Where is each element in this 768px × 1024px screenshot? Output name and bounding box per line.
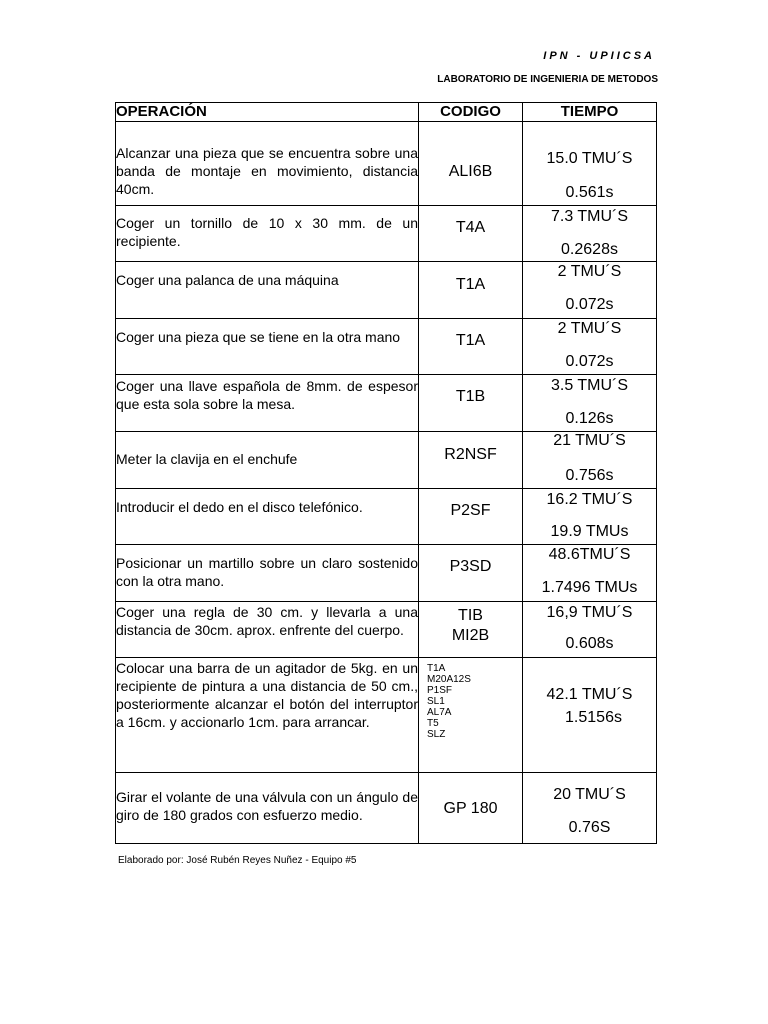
operation-cell	[116, 602, 419, 658]
code-text: T5	[427, 718, 439, 729]
code-cell	[419, 262, 523, 319]
time-cell	[523, 122, 657, 206]
code-cell	[419, 602, 523, 658]
time-seconds: 0.2628s	[561, 241, 618, 258]
code-cell	[419, 375, 523, 432]
operation-text: Meter la clavija en el enchufe	[116, 451, 298, 467]
code-text: R2NSF	[444, 446, 497, 463]
operation-cell	[116, 122, 419, 206]
time-tmu: 42.1 TMU´S	[546, 686, 633, 703]
time-seconds: 0.608s	[565, 635, 614, 652]
code-cell	[419, 122, 523, 206]
code-text: SL1	[427, 696, 445, 707]
code-text: P1SF	[427, 685, 453, 696]
operation-cell	[116, 773, 419, 844]
table-header-row	[116, 103, 657, 122]
operation-text: Coger una palanca de una máquina	[116, 272, 339, 288]
code-text: MI2B	[451, 627, 490, 644]
table-row	[116, 122, 657, 206]
code-text: P2SF	[450, 502, 491, 519]
table-row	[116, 602, 657, 658]
code-cell	[419, 489, 523, 545]
operation-text: Posicionar un martillo sobre un claro sostenido con la otra mano.	[116, 555, 418, 589]
operation-text: Coger una pieza que se tiene en la otra mano	[116, 329, 401, 345]
code-cell	[419, 658, 523, 773]
time-tmu: 2 TMU´S	[557, 320, 622, 337]
operation-text: Alcanzar una pieza que se encuentra sobre una banda de montaje en movimiento, distancia 40cm.	[116, 145, 418, 197]
time-tmu: 3.5 TMU´S	[550, 377, 629, 394]
time-cell	[523, 432, 657, 489]
column-header-tiempo: TIEMPO	[523, 103, 657, 122]
operation-text: Coger una regla de 30 cm. y llevarla a una distancia de 30cm. aprox. enfrente del cuerpo.	[116, 604, 418, 638]
code-text: GP 180	[443, 800, 498, 817]
code-cell	[419, 206, 523, 262]
operation-text: Coger un tornillo de 10 x 30 mm. de un recipiente.	[116, 215, 418, 249]
operation-cell	[116, 432, 419, 489]
table-row	[116, 432, 657, 489]
code-text: SLZ	[427, 729, 446, 740]
table-row	[116, 375, 657, 432]
operation-cell	[116, 262, 419, 319]
code-text: T1B	[455, 388, 486, 405]
code-text: AL7A	[427, 707, 452, 718]
table-row	[116, 206, 657, 262]
time-cell	[523, 545, 657, 602]
time-seconds: 0.072s	[565, 353, 614, 370]
code-text: T1A	[455, 332, 486, 349]
code-cell	[419, 545, 523, 602]
time-tmu: 48.6TMU´S	[548, 546, 631, 563]
table-row	[116, 545, 657, 602]
institution-header: IPN - UPIICSA	[543, 50, 655, 62]
table-row	[116, 773, 657, 844]
time-seconds: 0.76S	[568, 819, 611, 836]
time-cell	[523, 206, 657, 262]
code-cell	[419, 432, 523, 489]
time-tmu: 7.3 TMU´S	[550, 208, 629, 225]
operations-table	[115, 102, 657, 844]
time-cell	[523, 658, 657, 773]
code-text: M20A12S	[427, 674, 471, 685]
time-seconds: 0.561s	[565, 184, 614, 201]
code-text: ALI6B	[448, 163, 493, 180]
operation-text: Girar el volante de una válvula con un ángulo de giro de 180 grados con esfuerzo medio.	[116, 789, 418, 823]
column-header-codigo: CODIGO	[419, 103, 523, 122]
time-seconds: 19.9 TMUs	[550, 523, 629, 540]
code-cell	[419, 773, 523, 844]
operation-text: Introducir el dedo en el disco telefónico.	[116, 499, 363, 515]
table-row	[116, 262, 657, 319]
time-cell	[523, 489, 657, 545]
time-tmu: 16.2 TMU´S	[546, 491, 633, 508]
lab-header: LABORATORIO DE INGENIERIA DE METODOS	[437, 74, 658, 85]
column-header-operacion: OPERACIÓN	[116, 103, 419, 122]
operation-text: Colocar una barra de un agitador de 5kg. en un recipiente de pintura a una distancia de 50 cm., posteriormente alcanzar el botón del interruptor a 16cm. y accionarlo 1cm. para arrancar.	[116, 660, 418, 730]
code-text: TIB	[458, 607, 483, 624]
time-seconds: 1.5156s	[565, 709, 622, 726]
time-cell	[523, 375, 657, 432]
time-tmu: 2 TMU´S	[557, 263, 622, 280]
operation-cell	[116, 658, 419, 773]
code-text: T1A	[455, 276, 486, 293]
operation-cell	[116, 489, 419, 545]
footer-credit: Elaborado por: José Rubén Reyes Nuñez - Equipo #5	[118, 855, 357, 866]
code-text: T1A	[427, 663, 446, 674]
time-cell	[523, 773, 657, 844]
operation-cell	[116, 206, 419, 262]
code-cell	[419, 319, 523, 375]
time-cell	[523, 602, 657, 658]
operation-text: Coger una llave española de 8mm. de espesor que esta sola sobre la mesa.	[116, 378, 418, 412]
time-tmu: 16,9 TMU´S	[546, 604, 633, 621]
time-cell	[523, 319, 657, 375]
operation-cell	[116, 375, 419, 432]
operation-cell	[116, 319, 419, 375]
time-tmu: 21 TMU´S	[553, 432, 626, 449]
time-seconds: 0.072s	[565, 296, 614, 313]
code-text: P3SD	[449, 558, 492, 575]
table-row	[116, 319, 657, 375]
time-seconds: 1.7496 TMUs	[541, 579, 638, 596]
table-row	[116, 658, 657, 773]
time-tmu: 15.0 TMU´S	[546, 150, 633, 167]
time-seconds: 0.756s	[565, 467, 614, 484]
code-text: T4A	[455, 219, 486, 236]
time-tmu: 20 TMU´S	[553, 786, 626, 803]
time-cell	[523, 262, 657, 319]
time-seconds: 0.126s	[565, 410, 614, 427]
operation-cell	[116, 545, 419, 602]
table-row	[116, 489, 657, 545]
